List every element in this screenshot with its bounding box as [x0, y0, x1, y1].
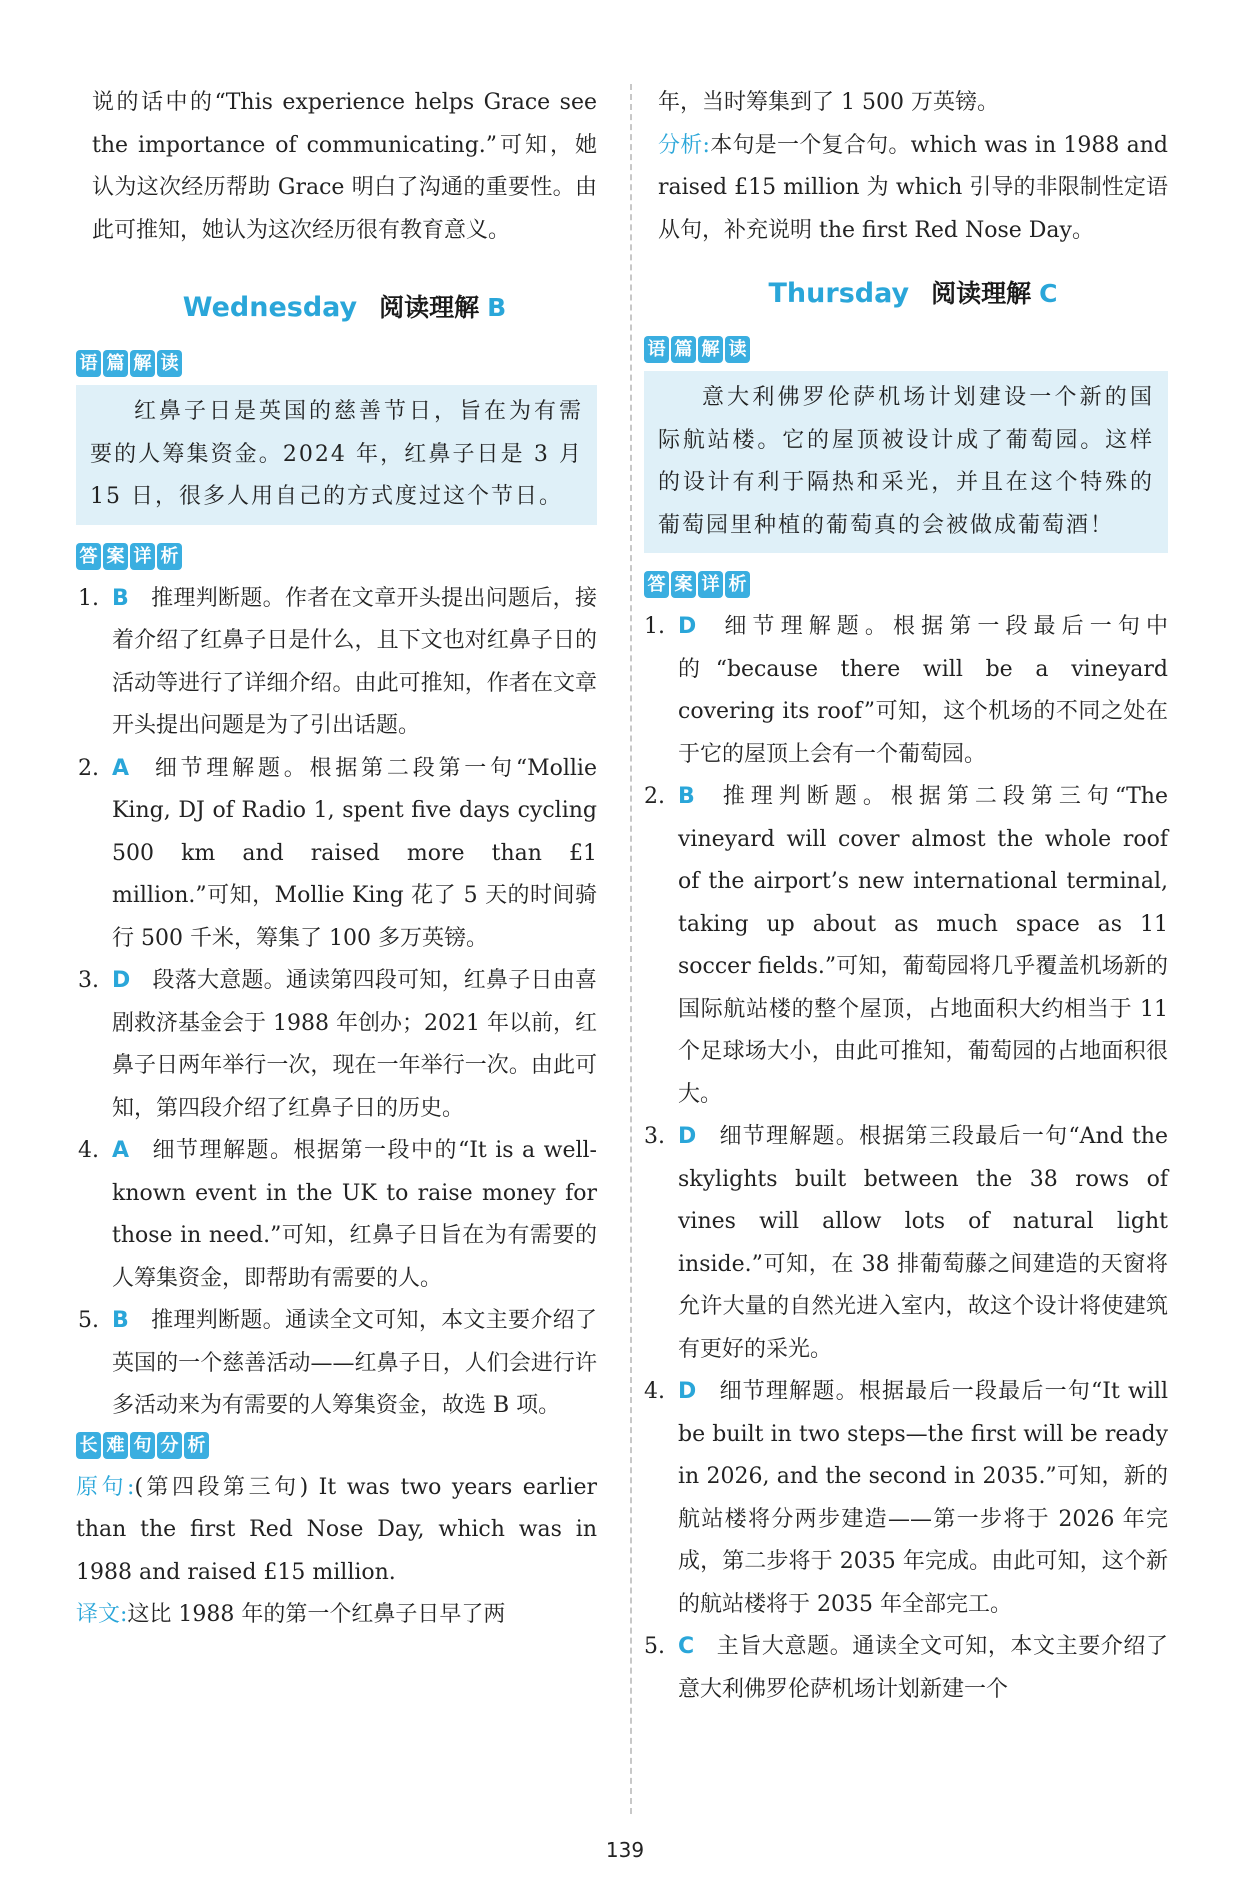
- section-title-thursday: [658, 274, 1168, 310]
- left-column: [76, 82, 597, 1637]
- section-name: 阅读理解: [931, 279, 1032, 308]
- tag-char: 答: [76, 543, 101, 570]
- answer-item: [644, 606, 1168, 776]
- answer-item: [78, 1130, 597, 1300]
- answer-item: [644, 1116, 1168, 1371]
- section-day: Thursday: [768, 278, 910, 309]
- translation-continued: 年，当时筹集到了 1 500 万英镑。: [658, 90, 999, 115]
- tag-char: 解: [130, 350, 155, 377]
- analysis-text: 本句是一个复合句。which was in 1988 and raised £15 million 为 which 引导的非限制性定语从句，补充说明 the first Red Nose Day。: [658, 132, 1168, 243]
- original-label: 原句:: [76, 1474, 135, 1500]
- passage-summary: [76, 385, 597, 525]
- answer-letter: B: [678, 784, 695, 809]
- section-letter: C: [1039, 279, 1058, 308]
- answer-item: [644, 1626, 1168, 1711]
- answer-item: [78, 578, 597, 748]
- item-number: 3.: [644, 1124, 665, 1149]
- tag-passage-analysis: [76, 350, 182, 377]
- answer-letter: C: [678, 1634, 695, 1659]
- answer-letter: D: [678, 1379, 697, 1404]
- tag-char: 读: [157, 350, 182, 377]
- analysis: [658, 125, 1168, 253]
- summary-text: 意大利佛罗伦萨机场计划建设一个新的国际航站楼。它的屋顶被设计成了葡萄园。这样的设计有利于隔热和采光，并且在这个特殊的葡萄园里种植的葡萄真的会被做成葡萄酒！: [658, 385, 1154, 538]
- passage-summary: [644, 371, 1168, 553]
- tag-char: 案: [103, 543, 128, 570]
- summary-text: 红鼻子日是英国的慈善节日，旨在为有需要的人筹集资金。2024 年，红鼻子日是 3 月 15 日，很多人用自己的方式度过这个节日。: [90, 399, 583, 509]
- page-number: 139: [605, 1838, 645, 1862]
- answer-list: [644, 606, 1168, 1711]
- answer-letter: D: [678, 1124, 697, 1149]
- tag-char: 答: [644, 571, 669, 598]
- answer-explanation: 细节理解题。根据第一段最后一句中的“because there will be a vineyard covering its roof”可知，这个机场的不同之处在于它的屋顶上会有一个葡萄园。: [678, 614, 1168, 767]
- item-number: 3.: [78, 968, 99, 993]
- tag-char: 篇: [671, 336, 696, 363]
- item-number: 5.: [78, 1308, 99, 1333]
- tag-char: 分: [157, 1432, 182, 1459]
- tag-char: 案: [671, 571, 696, 598]
- tag-char: 析: [725, 571, 750, 598]
- translation-label: 译文:: [76, 1602, 128, 1627]
- tag-char: 详: [130, 543, 155, 570]
- item-number: 4.: [644, 1379, 665, 1404]
- answer-explanation: 推理判断题。根据第二段第三句“The vineyard will cover almost the whole roof of the airport’s new international terminal, taking up about as much space as 11 soccer fields.”可知，葡萄园将几乎覆盖机场新的国际航站楼的整个屋顶，占地面积大约相当于 11 个足球场大小，由此可推知，葡萄园的占地面积很大。: [678, 784, 1168, 1107]
- answer-explanation: 主旨大意题。通读全文可知，本文主要介绍了意大利佛罗伦萨机场计划新建一个: [678, 1634, 1168, 1702]
- original-text: (第四段第三句) It was two years earlier than the first Red Nose Day, which was in 1988 and raised £15 million.: [76, 1474, 597, 1585]
- tag-char: 篇: [103, 350, 128, 377]
- tag-char: 解: [698, 336, 723, 363]
- tag-answer-details: [76, 543, 182, 570]
- answer-letter: A: [112, 1138, 130, 1163]
- tag-char: 析: [184, 1432, 209, 1459]
- section-day: Wednesday: [182, 292, 358, 323]
- section-letter: B: [487, 293, 507, 322]
- tag-char: 语: [76, 350, 101, 377]
- intro-paragraph: 说的话中的“This experience helps Grace see the importance of communicating.”可知，她认为这次经历帮助 Grace 明白了沟通的重要性。由此可推知，她认为这次经历很有教育意义。: [92, 90, 597, 243]
- item-number: 4.: [78, 1138, 99, 1163]
- tag-char: 难: [103, 1432, 128, 1459]
- analysis-label: 分析:: [658, 132, 710, 158]
- answer-item: [644, 776, 1168, 1116]
- tag-char: 长: [76, 1432, 101, 1459]
- tag-char: 句: [130, 1432, 155, 1459]
- answer-item: [78, 960, 597, 1130]
- item-number: 5.: [644, 1634, 665, 1659]
- item-number: 2.: [78, 755, 99, 781]
- tag-answer-details: [644, 571, 750, 598]
- section-title-wednesday: [92, 288, 597, 324]
- column-divider: [630, 84, 632, 1814]
- answer-explanation: 细节理解题。根据第一段中的“It is a well-known event in the UK to raise money for those in need.”可知，红鼻子日旨在为有需要的人筹集资金，即帮助有需要的人。: [112, 1138, 597, 1291]
- answer-explanation: 细节理解题。根据最后一段最后一句“It will be built in two steps—the first will be ready in 2026, and the second in 2035.”可知，新的航站楼将分两步建造——第一步将于 2026 年完成，第二步将于 2035 年完成。由此可知，这个新的航站楼将于 2035 年全部完工。: [678, 1379, 1168, 1617]
- answer-letter: B: [112, 1308, 129, 1333]
- answer-explanation: 推理判断题。通读全文可知，本文主要介绍了英国的一个慈善活动——红鼻子日，人们会进行许多活动来为有需要的人筹集资金，故选 B 项。: [112, 1308, 597, 1418]
- translation: [76, 1594, 597, 1637]
- answer-letter: A: [112, 755, 130, 781]
- answer-explanation: 推理判断题。作者在文章开头提出问题后，接着介绍了红鼻子日是什么，且下文也对红鼻子日的活动等进行了详细介绍。由此可推知，作者在文章开头提出问题是为了引出话题。: [112, 585, 597, 738]
- answer-item: [78, 748, 597, 961]
- tag-long-sentence-analysis: [76, 1432, 209, 1459]
- tag-char: 详: [698, 571, 723, 598]
- tag-passage-analysis: [644, 336, 750, 363]
- item-number: 1.: [644, 614, 665, 639]
- original-sentence: [76, 1467, 597, 1595]
- answer-explanation: 段落大意题。通读第四段可知，红鼻子日由喜剧救济基金会于 1988 年创办；2021 年以前，红鼻子日两年举行一次，现在一年举行一次。由此可知，第四段介绍了红鼻子日的历史。: [112, 968, 597, 1121]
- section-name: 阅读理解: [379, 293, 480, 322]
- answer-list: [78, 578, 597, 1428]
- tag-char: 语: [644, 336, 669, 363]
- answer-explanation: 细节理解题。根据第二段第一句“Mollie King, DJ of Radio 1, spent five days cycling 500 km and raised more than £1 million.”可知，Mollie King 花了 5 天的时间骑行 500 千米，筹集了 100 多万英镑。: [112, 755, 597, 951]
- tag-char: 读: [725, 336, 750, 363]
- answer-letter: D: [112, 968, 131, 993]
- answer-explanation: 细节理解题。根据第三段最后一句“And the skylights built between the 38 rows of vines will allow lots of natural light inside.”可知，在 38 排葡萄藤之间建造的天窗将允许大量的自然光进入室内，故这个设计将使建筑有更好的采光。: [678, 1124, 1168, 1362]
- answer-letter: D: [678, 614, 697, 639]
- answer-item: [644, 1371, 1168, 1626]
- item-number: 1.: [78, 585, 99, 611]
- item-number: 2.: [644, 784, 665, 809]
- translation-text: 这比 1988 年的第一个红鼻子日早了两: [127, 1602, 506, 1627]
- answer-letter: B: [112, 585, 129, 611]
- right-column: [644, 82, 1168, 1711]
- answer-item: [78, 1300, 597, 1428]
- tag-char: 析: [157, 543, 182, 570]
